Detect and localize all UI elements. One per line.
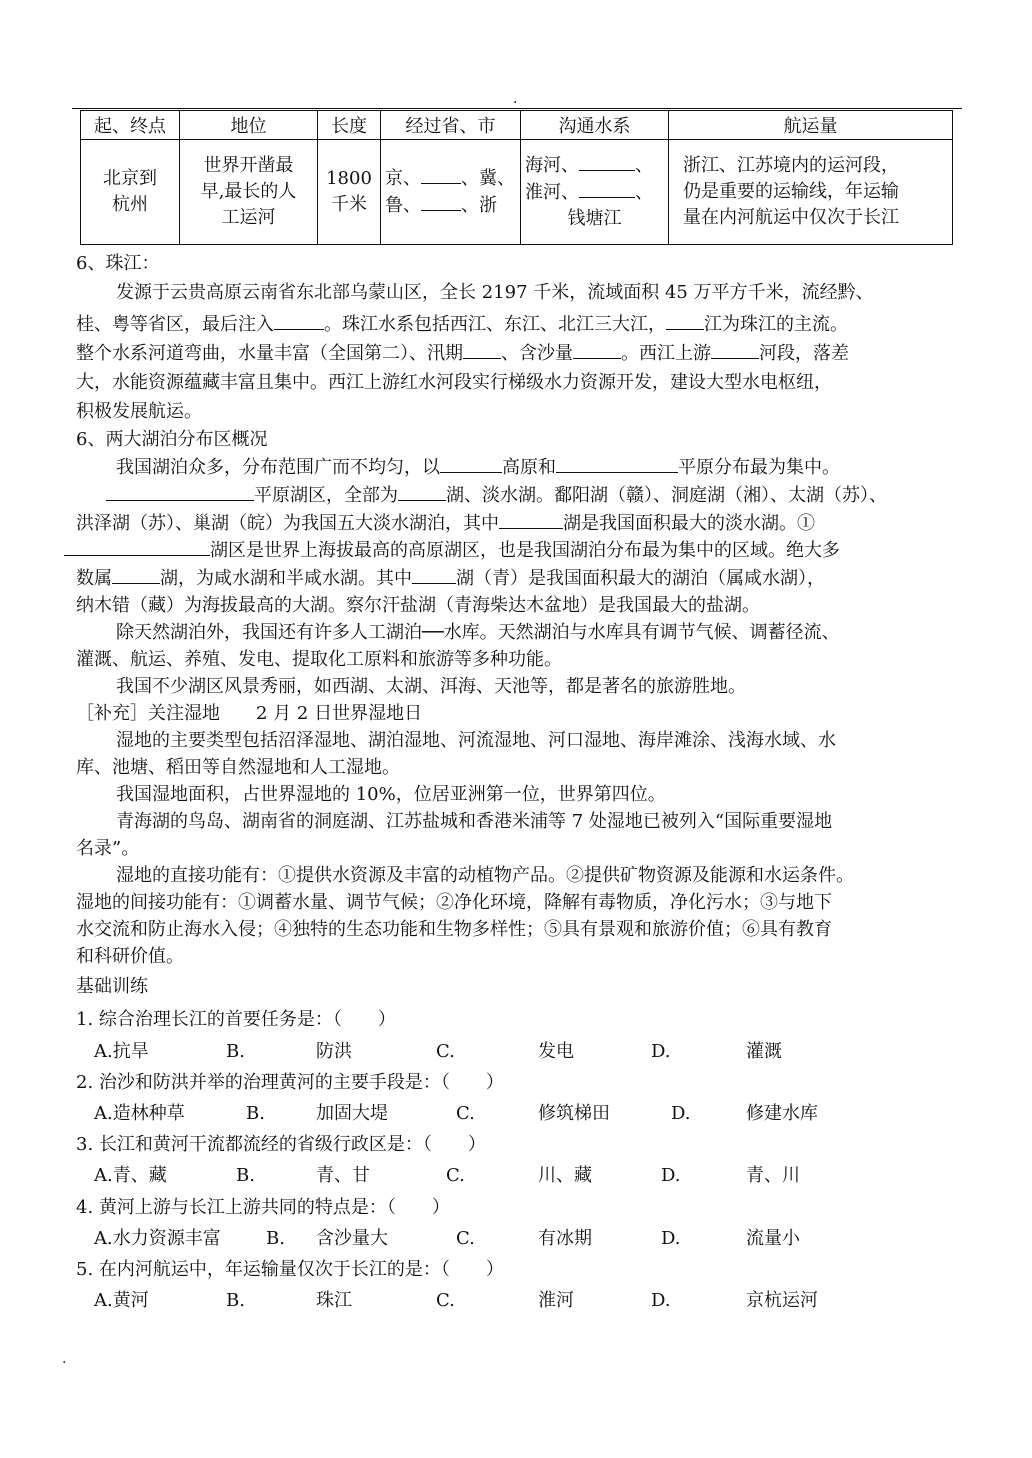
paragraph-line: 库、池塘、稻田等自然湿地和人工湿地。 — [76, 757, 400, 778]
option-c-text: 淮河 — [538, 1290, 574, 1311]
option-a[interactable]: A.水力资源丰富 — [94, 1228, 221, 1249]
cell-waters: 海河、 、 淮河、 、 钱塘江 — [521, 140, 669, 245]
question-4: 4. 黄河上游与长江上游共同的特点是：（ ） — [76, 1197, 450, 1218]
option-b-text: 防洪 — [316, 1041, 352, 1062]
bottom-dot: . — [62, 1351, 67, 1367]
paragraph-line: 我国湿地面积，占世界湿地的 10%，位居亚洲第一位，世界第四位。 — [116, 784, 666, 805]
header-shipping: 航运量 — [669, 111, 953, 140]
blank[interactable] — [579, 152, 635, 171]
option-d-text: 青、川 — [746, 1165, 800, 1186]
blank[interactable] — [499, 510, 563, 529]
grand-canal-table — [80, 110, 953, 245]
option-d-text: 灌溉 — [746, 1041, 782, 1062]
option-b[interactable]: B. — [226, 1041, 245, 1062]
option-a[interactable]: A.青、藏 — [94, 1165, 167, 1186]
paragraph-line: 我国不少湖区风景秀丽，如西湖、太湖、洱海、天池等，都是著名的旅游胜地。 — [116, 676, 746, 697]
top-rule — [72, 108, 962, 109]
option-d[interactable]: D. — [671, 1103, 691, 1124]
option-c-text: 修筑梯田 — [538, 1103, 610, 1124]
question-1: 1. 综合治理长江的首要任务是：（ ） — [76, 1009, 396, 1030]
option-c[interactable]: C. — [456, 1228, 475, 1249]
paragraph-line: 积极发展航运。 — [76, 401, 202, 422]
paragraph-line: 整个水系河道弯曲，水量丰富（全国第二）、汛期 、含沙量 。西江上游 河段，落差 — [76, 340, 849, 368]
option-b-text: 青、甘 — [316, 1165, 370, 1186]
option-c-text: 川、藏 — [538, 1165, 592, 1186]
blank[interactable] — [711, 340, 759, 359]
blank[interactable] — [64, 537, 210, 556]
blank[interactable] — [440, 454, 502, 473]
paragraph-line: 水交流和防止海水入侵；④独特的生态功能和生物多样性；⑤具有景观和旅游价值；⑥具有教育 — [76, 919, 832, 940]
option-a[interactable]: A.抗旱 — [94, 1041, 149, 1062]
option-b[interactable]: B. — [226, 1290, 245, 1311]
paragraph-line: 平原湖区，全部为 湖、淡水湖。鄱阳湖（赣）、洞庭湖（湘）、太湖（苏）、 — [106, 482, 887, 510]
question-5: 5. 在内河航运中，年运输量仅次于长江的是：（ ） — [76, 1259, 504, 1280]
option-c-text: 发电 — [538, 1041, 574, 1062]
lakes-heading: 6、两大湖泊分布区概况 — [76, 429, 268, 450]
option-b-text: 珠江 — [316, 1290, 352, 1311]
question-2: 2. 治沙和防洪并举的治理黄河的主要手段是：（ ） — [76, 1072, 504, 1093]
paragraph-line: 和科研价值。 — [76, 946, 184, 967]
blank[interactable] — [274, 311, 324, 330]
exercise-heading: 基础训练 — [76, 976, 148, 997]
blank[interactable] — [421, 192, 461, 211]
question-3: 3. 长江和黄河干流都流经的省级行政区是：（ ） — [76, 1134, 486, 1155]
option-d[interactable]: D. — [661, 1228, 681, 1249]
option-a[interactable]: A.黄河 — [94, 1290, 149, 1311]
paragraph-line: 桂、粤等省区，最后注入 。珠江水系包括西江、东江、北江三大江， 江为珠江的主流。 — [76, 311, 848, 339]
option-c-text: 有冰期 — [538, 1228, 592, 1249]
option-b[interactable]: B. — [266, 1228, 285, 1249]
header-waters: 沟通水系 — [521, 111, 669, 140]
option-c[interactable]: C. — [436, 1041, 455, 1062]
paragraph-line: 湿地的直接功能有：①提供水资源及丰富的动植物产品。②提供矿物资源及能源和水运条件。 — [116, 865, 854, 886]
option-b[interactable]: B. — [246, 1103, 265, 1124]
option-d[interactable]: D. — [651, 1290, 671, 1311]
header-provinces: 经过省、市 — [381, 111, 521, 140]
option-d-text: 修建水库 — [746, 1103, 818, 1124]
wetland-heading: ［补充］关注湿地 2 月 2 日世界湿地日 — [76, 703, 423, 724]
option-b-text: 含沙量大 — [316, 1228, 388, 1249]
paragraph-line: 洪泽湖（苏）、巢湖（皖）为我国五大淡水湖泊，其中 湖是我国面积最大的淡水湖。① — [76, 510, 815, 538]
blank[interactable] — [412, 565, 456, 584]
option-d[interactable]: D. — [661, 1165, 681, 1186]
blank[interactable] — [421, 165, 461, 184]
blank[interactable] — [398, 482, 446, 501]
blank[interactable] — [556, 454, 678, 473]
paragraph-line: 湿地的主要类型包括沼泽湿地、湖泊湿地、河流湿地、河口湿地、海岸滩涂、浅海水域、水 — [116, 730, 836, 751]
blank[interactable] — [463, 340, 501, 359]
option-d[interactable]: D. — [651, 1041, 671, 1062]
option-d-text: 流量小 — [746, 1228, 800, 1249]
paragraph-line: 发源于云贵高原云南省东北部乌蒙山区，全长 2197 千米，流域面积 45 万平方千米，流经黔、 — [116, 282, 874, 303]
blank[interactable] — [573, 340, 621, 359]
paragraph-line: 湖区是世界上海拔最高的高原湖区，也是我国湖泊分布最为集中的区域。绝大多 — [64, 537, 840, 565]
paragraph-line: 青海湖的鸟岛、湖南省的洞庭湖、江苏盐城和香港米浦等 7 处湿地已被列入“国际重要湿地 — [116, 811, 833, 832]
header-status: 地位 — [180, 111, 318, 140]
paragraph-line: 纳木错（藏）为海拔最高的大湖。察尔汗盐湖（青海柴达木盆地）是我国最大的盐湖。 — [76, 595, 760, 616]
zhujiang-heading: 6、珠江： — [76, 253, 160, 274]
option-c[interactable]: C. — [456, 1103, 475, 1124]
cell-status: 世界开凿最 早,最长的人 工运河 — [180, 140, 318, 245]
paragraph-line: 我国湖泊众多，分布范围广而不均匀，以 高原和 平原分布最为集中。 — [116, 454, 840, 482]
blank[interactable] — [666, 311, 704, 330]
paragraph-line: 数属 湖，为咸水湖和半咸水湖。其中 湖（青）是我国面积最大的湖泊（属咸水湖）， — [76, 565, 825, 593]
table-header-row — [81, 111, 953, 140]
blank[interactable] — [112, 565, 160, 584]
cell-shipping: 浙江、江苏境内的运河段， 仍是重要的运输线，年运输 量在内河航运中仅次于长江 — [669, 140, 953, 245]
option-c[interactable]: C. — [436, 1290, 455, 1311]
table-row — [81, 140, 953, 245]
header-endpoints: 起、终点 — [81, 111, 180, 140]
blank[interactable] — [579, 179, 635, 198]
option-b[interactable]: B. — [236, 1165, 255, 1186]
paragraph-line: 灌溉、航运、养殖、发电、提取化工原料和旅游等多种功能。 — [76, 649, 562, 670]
cell-length: 1800 千米 — [318, 140, 381, 245]
header-length: 长度 — [318, 111, 381, 140]
blank[interactable] — [106, 482, 254, 501]
option-d-text: 京杭运河 — [746, 1290, 818, 1311]
top-dot: . — [513, 91, 518, 107]
paragraph-line: 湿地的间接功能有：①调蓄水量、调节气候；②净化环境，降解有毒物质，净化污水；③与地下 — [76, 892, 832, 913]
paragraph-line: 大，水能资源蕴藏丰富且集中。西江上游红水河段实行梯级水力资源开发，建设大型水电枢纽， — [76, 372, 832, 393]
paragraph-line: 名录”。 — [76, 838, 140, 859]
option-a[interactable]: A.造林种草 — [94, 1103, 185, 1124]
paragraph-line: 除天然湖泊外，我国还有许多人工湖泊──水库。天然湖泊与水库具有调节气候、调蓄径流、 — [116, 622, 840, 643]
cell-endpoints: 北京到 杭州 — [81, 140, 180, 245]
option-b-text: 加固大堤 — [316, 1103, 388, 1124]
cell-provinces: 京、 、冀、 鲁、 、浙 — [381, 140, 521, 245]
option-c[interactable]: C. — [446, 1165, 465, 1186]
